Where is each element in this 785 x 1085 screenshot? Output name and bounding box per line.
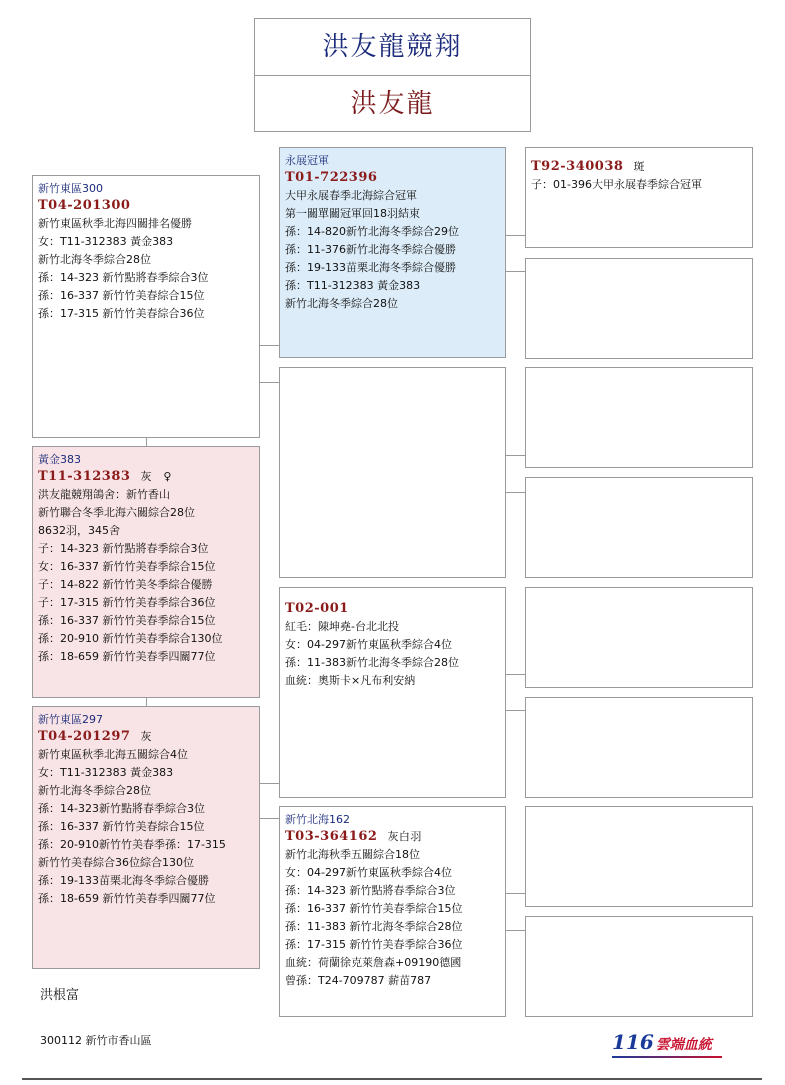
connector-g3-6 (505, 710, 526, 711)
connector-g3-3 (505, 455, 526, 456)
pigeon-name: 黃金383 (38, 453, 81, 466)
achievement-line: 孫：11-383新竹北海冬季綜合28位 (285, 656, 459, 669)
connector-g3-2 (505, 271, 526, 272)
ring-number: T92-340038 斑 (531, 159, 645, 174)
achievement-line: 孫：T11-312383 黃金383 (285, 279, 421, 292)
achievement-line: 子：14-822 新竹竹美冬季綜合優勝 (38, 578, 213, 591)
ring-number: T04-201300 (38, 198, 131, 213)
great-grandparent-card-7 (525, 806, 753, 907)
great-grandparent-card-4 (525, 477, 753, 578)
achievement-list (285, 846, 500, 990)
header-block (254, 18, 531, 132)
achievement-line: 新竹聯合冬季北海六關綜合28位 (38, 506, 195, 519)
color-sex: 灰白羽 (387, 830, 422, 843)
loft-title: 洪友龍競翔 (255, 19, 530, 76)
achievement-line: 女：T11-312383 黃金383 (38, 766, 174, 779)
achievement-list (285, 618, 500, 690)
connector-dam-dd (259, 818, 280, 819)
achievement-list (38, 215, 254, 323)
achievement-line: 孫：14-323新竹點將春季綜合3位 (38, 802, 205, 815)
logo-number: 116 (612, 1030, 654, 1054)
connector-g3-1 (505, 235, 526, 236)
logo-text: 雲端血統 (655, 1037, 712, 1053)
great-grandparent-card-6 (525, 697, 753, 798)
achievement-line: 女：16-337 新竹竹美春季綜合15位 (38, 560, 216, 573)
achievement-line: 8632羽，345舍 (38, 524, 120, 537)
achievement-line: 孫：17-315 新竹竹美春綜合36位 (38, 307, 205, 320)
achievement-list (38, 746, 254, 908)
achievement-line: 紅毛：陳坤堯-台北北投 (285, 620, 399, 633)
achievement-line: 血統：荷蘭徐克萊詹森+09190德國 (285, 956, 462, 969)
achievement-line: 曾孫：T24-709787 薪苗787 (285, 974, 432, 987)
achievement-line: 新竹東區秋季北海五關綜合4位 (38, 748, 188, 761)
achievement-list (38, 486, 254, 666)
achievement-line: 新竹北海冬季綜合28位 (285, 297, 398, 310)
great-grandparent-card-1 (525, 147, 753, 248)
achievement-line: 孫：14-323 新竹點將春季綜合3位 (38, 271, 209, 284)
brand-logo (612, 1030, 722, 1056)
subject-card (32, 446, 260, 698)
ring-number: T02-001 (285, 601, 349, 616)
sire-sire-card (279, 147, 506, 358)
achievement-line: 新竹東區秋季北海四關排名優勝 (38, 217, 192, 230)
great-grandparent-card-3 (525, 367, 753, 468)
achievement-line: 孫：19-133苗栗北海冬季綜合優勝 (38, 874, 209, 887)
footer-rule (22, 1078, 762, 1080)
achievement-line: 第一關單關冠軍回18羽結束 (285, 207, 420, 220)
breeder-address: 300112 新竹市香山區 (40, 1034, 152, 1047)
connector-g3-4 (505, 492, 526, 493)
achievement-line: 孫：18-659 新竹竹美春季四關77位 (38, 650, 216, 663)
dam-sire-card (279, 587, 506, 798)
achievement-line: 子：14-323 新竹點將春季綜合3位 (38, 542, 209, 555)
great-grandparent-card-2 (525, 258, 753, 359)
dam-card (32, 706, 260, 969)
achievement-line: 子：17-315 新竹竹美春季綜合36位 (38, 596, 216, 609)
color-sex: 灰 (140, 730, 152, 743)
achievement-line: 孫：20-910新竹竹美春季孫：17-315 (38, 838, 226, 851)
achievement-line: 孫：11-376新竹北海冬季綜合優勝 (285, 243, 456, 256)
achievement-line: 子：01-396大甲永展春季綜合冠軍 (531, 178, 702, 191)
pigeon-name: 新竹東區300 (38, 182, 103, 195)
achievement-line: 女：04-297新竹東區秋季綜合4位 (285, 638, 452, 651)
ring-number: T01-722396 (285, 170, 378, 185)
achievement-line: 新竹北海冬季綜合28位 (38, 253, 151, 266)
achievement-line: 孫：11-383 新竹北海冬季綜合28位 (285, 920, 463, 933)
achievement-list (285, 187, 500, 313)
great-grandparent-card-5 (525, 587, 753, 688)
achievement-line: 女：04-297新竹東區秋季綜合4位 (285, 866, 452, 879)
connector-g3-7 (505, 893, 526, 894)
pigeon-name (285, 592, 500, 600)
achievement-line: 新竹竹美春綜合36位綜合130位 (38, 856, 194, 869)
achievement-line: 孫：16-337 新竹竹美春綜合15位 (38, 820, 205, 833)
achievement-line: 孫：16-337 新竹竹美春季綜合15位 (38, 614, 216, 627)
achievement-line: 大甲永展春季北海綜合冠軍 (285, 189, 417, 202)
connector-sire-ss (259, 345, 280, 346)
achievement-line: 孫：20-910 新竹竹美春季綜合130位 (38, 632, 223, 645)
ring-number: T03-364162 灰白羽 (285, 829, 422, 844)
achievement-line: 孫：14-820新竹北海冬季綜合29位 (285, 225, 459, 238)
dam-dam-card (279, 806, 506, 1017)
great-grandparent-card-8 (525, 916, 753, 1017)
pigeon-name: 新竹東區297 (38, 713, 103, 726)
sire-card (32, 175, 260, 438)
achievement-line: 孫：14-323 新竹點將春季綜合3位 (285, 884, 456, 897)
achievement-line: 血統：奧斯卡×凡布利安納 (285, 674, 416, 687)
connector-dam-ds (259, 783, 280, 784)
achievement-line: 孫：16-337 新竹竹美春季綜合15位 (285, 902, 463, 915)
achievement-line: 孫：16-337 新竹竹美春綜合15位 (38, 289, 205, 302)
owner-title: 洪友龍 (350, 89, 435, 119)
ring-number: T04-201297 灰 (38, 729, 152, 744)
color-sex: 斑 (633, 160, 645, 173)
pigeon-name: 新竹北海162 (285, 813, 350, 826)
achievement-line: 孫：19-133苗栗北海冬季綜合優勝 (285, 261, 456, 274)
connector-g3-8 (505, 930, 526, 931)
achievement-line: 新竹北海冬季綜合28位 (38, 784, 151, 797)
achievement-line: 新竹北海秋季五關綜合18位 (285, 848, 420, 861)
connector-sire-sd (259, 382, 280, 383)
achievement-line: 女：T11-312383 黃金383 (38, 235, 174, 248)
color-sex: 灰 ♀ (140, 470, 172, 483)
ring-number: T11-312383 灰 ♀ (38, 469, 172, 484)
achievement-line: 洪友龍競翔鴿舍：新竹香山 (38, 488, 170, 501)
achievement-line: 孫：18-659 新竹竹美春季四關77位 (38, 892, 216, 905)
breeder-name: 洪根富 (40, 988, 80, 1003)
connector-g3-5 (505, 674, 526, 675)
pigeon-name: 永展冠軍 (285, 154, 329, 167)
sire-dam-card (279, 367, 506, 578)
achievement-line: 孫：17-315 新竹竹美春季綜合36位 (285, 938, 463, 951)
logo-underline (612, 1056, 722, 1058)
